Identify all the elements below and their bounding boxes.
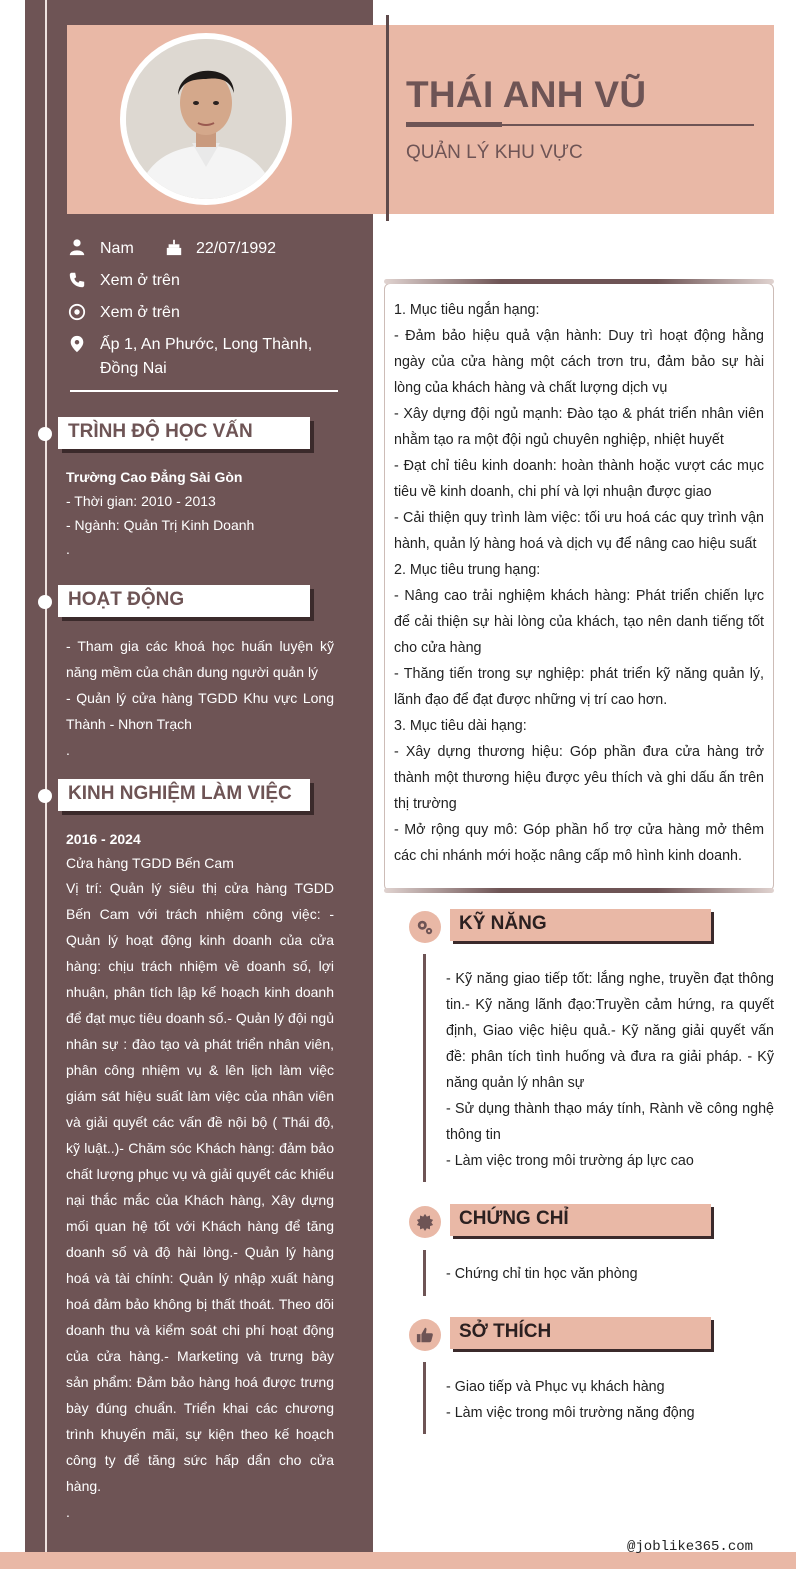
experience-title: KINH NGHIỆM LÀM VIỆC (68, 783, 292, 804)
activity-item: - Tham gia các khoá học huấn luyện kỹ năng mềm của chân dung người quản lý (66, 638, 334, 680)
objective-line: - Mở rộng quy mô: Góp phần hổ trợ cửa hàng mở thêm các chi nhánh mới hoặc nâng cấp mô hình kinh doanh. (394, 822, 764, 864)
header-divider (386, 15, 389, 221)
education-title: TRÌNH ĐỘ HỌC VẤN (68, 421, 253, 442)
timeline-dot (38, 789, 52, 803)
objective-line: - Xây dựng đội ngủ mạnh: Đào tạo & phát triển nhân viên nhằm tạo ra một đội ngủ chuyên nghiệp, nhiệt huyết (394, 406, 764, 448)
skill-item: - Sử dụng thành thạo máy tính, Rành về công nghệ thông tin (446, 1101, 774, 1143)
hobbies-title: SỞ THÍCH (459, 1321, 552, 1342)
objective-line: - Nâng cao trải nghiệm khách hàng: Phát triển chiến lực để cải thiện sự hài lòng của khách, tạo nên danh tiếng tốt cho cửa hàng (394, 588, 764, 656)
education-time: - Thời gian: 2010 - 2013 (66, 493, 216, 509)
candidate-role: QUẢN LÝ KHU VỰC (406, 142, 583, 163)
experience-header (58, 779, 310, 811)
activities-content (66, 633, 334, 763)
address-line-2: Đồng Nai (100, 360, 167, 377)
education-dot: . (66, 541, 70, 557)
certificates-line (423, 1250, 426, 1296)
watermark: @joblike365.com (627, 1539, 754, 1555)
email-icon (68, 303, 88, 323)
skills-title: KỸ NĂNG (459, 913, 547, 934)
hobby-item: - Làm việc trong môi trường năng động (446, 1405, 695, 1421)
objective-line: - Đảm bảo hiệu quả vận hành: Duy trì hoạt động hằng ngày của cửa hàng một cách trơn tru, đảm bảo sự hài lòng của khách hàng và chất lượng dịch vụ (394, 328, 764, 396)
education-content (66, 465, 334, 561)
avatar (126, 39, 286, 199)
education-major: - Ngành: Quản Trị Kinh Doanh (66, 517, 255, 533)
activities-dot: . (66, 742, 70, 758)
badge-icon (409, 1206, 441, 1238)
birthday-text: 22/07/1992 (196, 240, 277, 257)
experience-content (66, 827, 334, 1525)
skills-line (423, 954, 426, 1182)
timeline-line (45, 0, 47, 1569)
skills-header (450, 909, 711, 941)
objectives-top-border (384, 279, 774, 284)
hobbies-header (450, 1317, 711, 1349)
name-underline-accent (406, 122, 502, 127)
activities-title: HOẠT ĐỘNG (68, 589, 185, 610)
objective-line: 3. Mục tiêu dài hạng: (394, 718, 527, 734)
address-line-1: Ấp 1, An Phước, Long Thành, (100, 336, 313, 353)
education-header (58, 417, 310, 449)
thumbs-up-icon (409, 1319, 441, 1351)
objectives-bottom-border (384, 888, 774, 893)
person-photo-icon (126, 39, 286, 199)
objective-line: 2. Mục tiêu trung hạng: (394, 562, 541, 578)
experience-company: Cửa hàng TGDD Bến Cam (66, 855, 234, 871)
location-pin-icon (68, 335, 88, 355)
phone-text: Xem ở trên (100, 272, 180, 289)
contact-divider (70, 390, 338, 392)
birthday-cake-icon (165, 238, 185, 258)
certificate-item: - Chứng chỉ tin học văn phòng (446, 1266, 638, 1282)
gender-text: Nam (100, 240, 134, 257)
experience-description: Vị trí: Quản lý siêu thị cửa hàng TGDD Bến Cam với trách nhiệm công việc: - Quản lý hoạt động kinh doanh của cửa hàng: chịu trách nhiệm về doanh số, lợi nhuận, phân tích lập kế hoạch kinh doanh để đạt mục tiêu doanh số.- Quản lý đội ngủ nhân sự : đào tạo và phát triển nhân viên, phân công nhiệm vụ & lên lịch làm việc giám sát hiệu suất làm việc của nhân viên và giải quyết các vấn đề nội bộ ( Thái độ, kỹ luật..)- Chăm sóc Khách hàng: đảm bảo chất lượng phục vụ và giải quyết các khiếu nại thắc mắc của Khách hàng, Xây dựng mối quan hệ tốt với Khách hàng để tăng doanh số và độ hài lòng.- Quản lý hàng hoá và tài chính: Quản lý nhập xuất hàng hoá đảm bảo không bị thất thoát. Theo dõi doanh thu và kiểm soát chi phí hoạt động của cửa hàng.- Marketing và trưng bày sản phẩm: Đảm bảo hàng hoá được trưng bày đúng chuẩn. Triển khai các chương trình khuyến mãi, sự kiện theo kế hoạch công ty để tăng sức hấp dẩn cho cửa hàng. (66, 880, 334, 1494)
candidate-name: THÁI ANH VŨ (406, 74, 647, 115)
person-icon (68, 238, 88, 258)
certificates-header (450, 1204, 711, 1236)
skill-item: - Làm việc trong môi trường áp lực cao (446, 1153, 694, 1169)
skills-content (446, 966, 774, 1174)
experience-dot: . (66, 1504, 70, 1520)
objective-line: - Đạt chỉ tiêu kinh doanh: hoàn thành hoặc vượt các mục tiêu về kinh doanh, chi phí và lợi nhuận được giao (394, 458, 764, 500)
hobby-item: - Giao tiếp và Phục vụ khách hàng (446, 1379, 665, 1395)
hobbies-content (446, 1374, 774, 1426)
timeline-dot (38, 595, 52, 609)
objective-line: - Cải thiện quy trình làm việc: tối ưu hoá các quy trình vận hành, quản lý hàng hoá và dịch vụ để nâng cao hiệu suất (394, 510, 764, 552)
education-school: Trường Cao Đẳng Sài Gòn (66, 469, 243, 485)
gears-icon (409, 911, 441, 943)
activity-item: - Quản lý cửa hàng TGDD Khu vực Long Thành - Nhơn Trạch (66, 690, 334, 732)
objective-line: - Thăng tiến trong sự nghiệp: phát triển kỹ năng quản lý, lãnh đạo để đạt được những vị trí cao hơn. (394, 666, 764, 708)
activities-header (58, 585, 310, 617)
objectives-text (394, 297, 764, 869)
hobbies-line (423, 1362, 426, 1434)
certificates-content (446, 1261, 774, 1287)
phone-icon (68, 271, 88, 291)
skill-item: - Kỹ năng giao tiếp tốt: lắng nghe, truyền đạt thông tin.- Kỹ năng lãnh đạo:Truyền cảm hứng, ra quyết định, Giao việc hiệu quả.- Kỹ năng giải quyết vấn đề: phân tích tình huống và đưa ra giải pháp. - Kỹ năng quản lý nhân sự (446, 971, 774, 1091)
timeline-dot (38, 427, 52, 441)
certificates-title: CHỨNG CHỈ (459, 1208, 569, 1229)
objective-line: 1. Mục tiêu ngắn hạng: (394, 302, 540, 318)
email-text: Xem ở trên (100, 304, 180, 321)
experience-period: 2016 - 2024 (66, 831, 141, 847)
objective-line: - Xây dựng thương hiệu: Góp phần đưa cửa hàng trở thành một thương hiệu được yêu thích và ghi dấu ấn trên thị trường (394, 744, 764, 812)
